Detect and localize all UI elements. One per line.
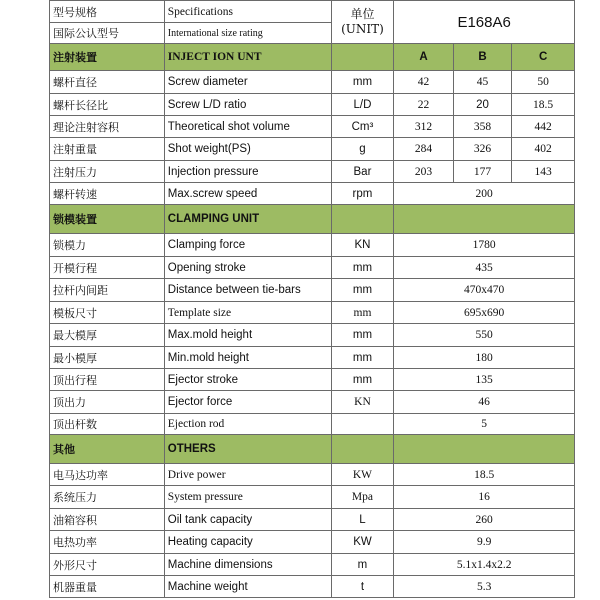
row-value-b: 326 bbox=[453, 138, 511, 161]
row-value-a: 203 bbox=[394, 161, 454, 183]
row-label-en: Drive power bbox=[164, 464, 331, 486]
row-label-en: Screw diameter bbox=[164, 71, 331, 94]
header-unit-en: (UNIT) bbox=[341, 22, 384, 36]
table-row bbox=[50, 302, 575, 324]
col-header-c: C bbox=[512, 44, 575, 71]
row-value: 1780 bbox=[394, 234, 575, 257]
row-label-en: Template size bbox=[164, 302, 331, 324]
row-label-en: Ejector force bbox=[164, 391, 331, 414]
section-clamping-values bbox=[394, 205, 575, 234]
section-others-unit bbox=[331, 435, 394, 464]
row-label-en: Machine weight bbox=[164, 576, 331, 598]
row-value-b: 45 bbox=[453, 71, 511, 94]
header-cn-intl: 国际公认型号 bbox=[50, 23, 165, 44]
row-unit: mm bbox=[331, 347, 394, 369]
row-label-cn: 电马达功率 bbox=[50, 464, 165, 486]
row-unit: mm bbox=[331, 324, 394, 347]
row-label-en: Min.mold height bbox=[164, 347, 331, 369]
section-clamping bbox=[50, 205, 575, 234]
row-value-b: 177 bbox=[453, 161, 511, 183]
row-unit: rpm bbox=[331, 183, 394, 205]
section-clamping-unit bbox=[331, 205, 394, 234]
row-label-cn: 注射压力 bbox=[50, 161, 165, 183]
row-unit: KW bbox=[331, 464, 394, 486]
row-value-a: 42 bbox=[394, 71, 454, 94]
header-en-model: Specifications bbox=[164, 1, 331, 23]
row-value: 260 bbox=[394, 509, 575, 531]
row-unit: KN bbox=[331, 391, 394, 414]
row-label-en: Screw L/D ratio bbox=[164, 94, 331, 116]
row-unit: Cm³ bbox=[331, 116, 394, 138]
row-unit: mm bbox=[331, 257, 394, 279]
row-label-cn: 外形尺寸 bbox=[50, 554, 165, 576]
row-label-en: Opening stroke bbox=[164, 257, 331, 279]
spec-table bbox=[49, 0, 575, 598]
row-label-cn: 开模行程 bbox=[50, 257, 165, 279]
row-value: 470x470 bbox=[394, 279, 575, 302]
row-value: 46 bbox=[394, 391, 575, 414]
row-label-cn: 锁模力 bbox=[50, 234, 165, 257]
table-row bbox=[50, 554, 575, 576]
row-value-b: 358 bbox=[453, 116, 511, 138]
row-unit: mm bbox=[331, 71, 394, 94]
row-unit: g bbox=[331, 138, 394, 161]
table-row bbox=[50, 116, 575, 138]
row-unit: mm bbox=[331, 369, 394, 391]
table-row bbox=[50, 183, 575, 205]
row-label-cn: 最大模厚 bbox=[50, 324, 165, 347]
section-others bbox=[50, 435, 575, 464]
row-value-b: 20 bbox=[453, 94, 511, 116]
row-label-en: Ejector stroke bbox=[164, 369, 331, 391]
row-label-cn: 机器重量 bbox=[50, 576, 165, 598]
row-value-c: 50 bbox=[512, 71, 575, 94]
row-label-cn: 顶出力 bbox=[50, 391, 165, 414]
row-label-cn: 注射重量 bbox=[50, 138, 165, 161]
row-label-en: Machine dimensions bbox=[164, 554, 331, 576]
row-value: 200 bbox=[394, 183, 575, 205]
row-unit: Bar bbox=[331, 161, 394, 183]
row-unit: mm bbox=[331, 302, 394, 324]
row-value-a: 22 bbox=[394, 94, 454, 116]
row-value: 5.1x1.4x2.2 bbox=[394, 554, 575, 576]
table-row bbox=[50, 234, 575, 257]
table-row bbox=[50, 486, 575, 509]
row-label-en: Max.mold height bbox=[164, 324, 331, 347]
header-en-intl: International size rating bbox=[164, 23, 331, 44]
header-unit-cn: 单位 bbox=[350, 7, 375, 21]
header-model: E168A6 bbox=[394, 1, 575, 44]
row-label-cn: 最小模厚 bbox=[50, 347, 165, 369]
row-unit: L bbox=[331, 509, 394, 531]
table-row bbox=[50, 531, 575, 554]
section-clamping-cn: 锁模装置 bbox=[50, 205, 165, 234]
row-unit: L/D bbox=[331, 94, 394, 116]
table-row bbox=[50, 414, 575, 435]
row-value-c: 402 bbox=[512, 138, 575, 161]
section-inject bbox=[50, 44, 575, 71]
table-row bbox=[50, 369, 575, 391]
row-label-cn: 顶出行程 bbox=[50, 369, 165, 391]
row-label-cn: 螺杆直径 bbox=[50, 71, 165, 94]
table-row bbox=[50, 464, 575, 486]
section-others-cn: 其他 bbox=[50, 435, 165, 464]
row-label-cn: 油箱容积 bbox=[50, 509, 165, 531]
row-label-en: Ejection rod bbox=[164, 414, 331, 435]
table-row bbox=[50, 576, 575, 598]
table-row bbox=[50, 94, 575, 116]
row-label-cn: 模板尺寸 bbox=[50, 302, 165, 324]
row-label-en: System pressure bbox=[164, 486, 331, 509]
row-value: 135 bbox=[394, 369, 575, 391]
header-row-spec bbox=[50, 1, 575, 23]
row-unit: KN bbox=[331, 234, 394, 257]
col-header-a: A bbox=[394, 44, 454, 71]
row-value-a: 312 bbox=[394, 116, 454, 138]
table-row bbox=[50, 71, 575, 94]
row-value-c: 18.5 bbox=[512, 94, 575, 116]
row-label-en: Injection pressure bbox=[164, 161, 331, 183]
section-inject-en: INJECT ION UNT bbox=[164, 44, 331, 71]
row-value: 16 bbox=[394, 486, 575, 509]
row-value-c: 143 bbox=[512, 161, 575, 183]
row-unit: mm bbox=[331, 279, 394, 302]
row-label-cn: 拉杆内间距 bbox=[50, 279, 165, 302]
row-label-en: Theoretical shot volume bbox=[164, 116, 331, 138]
row-value-c: 442 bbox=[512, 116, 575, 138]
row-unit: KW bbox=[331, 531, 394, 554]
row-value: 5.3 bbox=[394, 576, 575, 598]
row-label-en: Max.screw speed bbox=[164, 183, 331, 205]
row-label-cn: 理论注射容积 bbox=[50, 116, 165, 138]
row-value: 435 bbox=[394, 257, 575, 279]
section-others-en: OTHERS bbox=[164, 435, 331, 464]
row-value: 18.5 bbox=[394, 464, 575, 486]
section-others-values bbox=[394, 435, 575, 464]
row-label-cn: 螺杆长径比 bbox=[50, 94, 165, 116]
row-label-en: Oil tank capacity bbox=[164, 509, 331, 531]
row-label-en: Distance between tie-bars bbox=[164, 279, 331, 302]
table-row bbox=[50, 257, 575, 279]
row-value-a: 284 bbox=[394, 138, 454, 161]
table-row bbox=[50, 324, 575, 347]
row-label-cn: 顶出杆数 bbox=[50, 414, 165, 435]
row-label-en: Heating capacity bbox=[164, 531, 331, 554]
row-value: 9.9 bbox=[394, 531, 575, 554]
row-unit bbox=[331, 414, 394, 435]
row-unit: Mpa bbox=[331, 486, 394, 509]
table-row bbox=[50, 161, 575, 183]
section-inject-unit bbox=[331, 44, 394, 71]
col-header-b: B bbox=[453, 44, 511, 71]
table-row bbox=[50, 509, 575, 531]
row-unit: m bbox=[331, 554, 394, 576]
table-row bbox=[50, 347, 575, 369]
row-label-en: Shot weight(PS) bbox=[164, 138, 331, 161]
table-row bbox=[50, 138, 575, 161]
row-value: 5 bbox=[394, 414, 575, 435]
row-value: 180 bbox=[394, 347, 575, 369]
row-label-cn: 螺杆转速 bbox=[50, 183, 165, 205]
row-label-en: Clamping force bbox=[164, 234, 331, 257]
row-label-cn: 系统压力 bbox=[50, 486, 165, 509]
table-row bbox=[50, 279, 575, 302]
header-cn-model: 型号规格 bbox=[50, 1, 165, 23]
row-value: 695x690 bbox=[394, 302, 575, 324]
row-unit: t bbox=[331, 576, 394, 598]
section-clamping-en: CLAMPING UNIT bbox=[164, 205, 331, 234]
table-row bbox=[50, 391, 575, 414]
row-label-cn: 电热功率 bbox=[50, 531, 165, 554]
row-value: 550 bbox=[394, 324, 575, 347]
header-unit bbox=[331, 1, 394, 44]
section-inject-cn: 注射装置 bbox=[50, 44, 165, 71]
